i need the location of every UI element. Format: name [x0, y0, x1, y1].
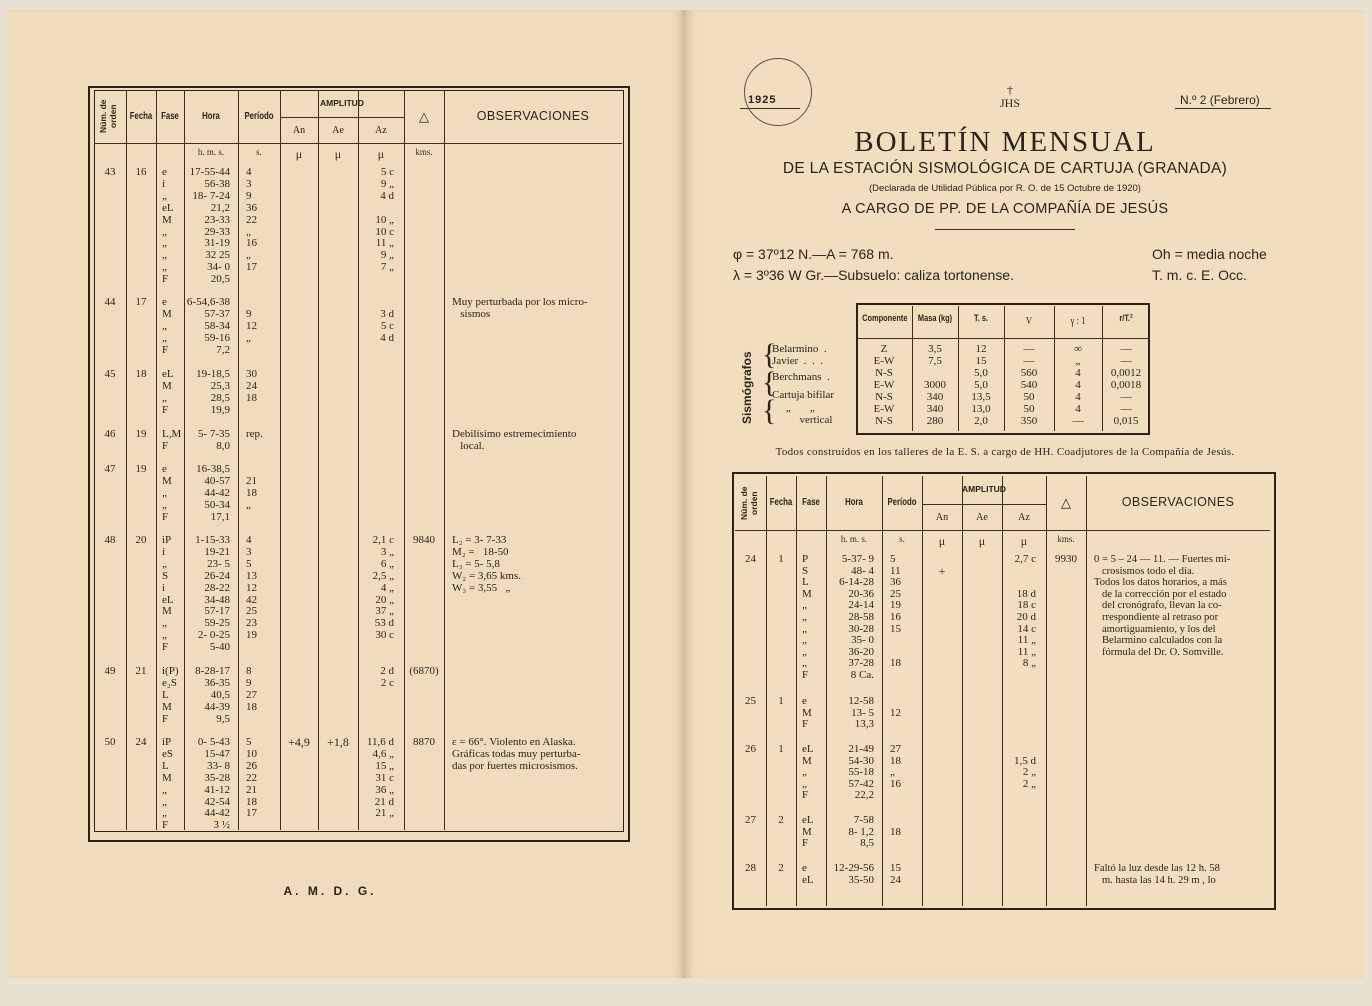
row-phase: e M F	[802, 695, 812, 731]
charge-line: A CARGO DE PP. DE LA COMPAÑÍA DE JESÚS	[841, 201, 1169, 217]
row-period: 12	[890, 706, 901, 719]
instrument-header-t: T. s.	[973, 313, 988, 324]
unit-an: μ	[938, 534, 946, 548]
column-rule	[156, 90, 157, 830]
row-phase: i(P) e₂S L M F	[162, 665, 179, 725]
row-time: 16-38,5 40-57 44-42 50-34 17,1	[196, 463, 230, 523]
bulletin-subtitle: DE LA ESTACIÓN SISMOLÓGICA DE CARTUJA (GRANADA)	[782, 160, 1228, 177]
row-number: 28	[745, 862, 756, 874]
row-distance: 9840	[413, 534, 435, 546]
row-time: 17-55-44 56-38 18- 7-24 21,2 23-33 29-33 31-19 32 25 34- 0 20,5	[189, 166, 230, 286]
instrument-cell-r: 0,0018	[1110, 379, 1142, 391]
row-number: 44	[104, 296, 116, 308]
row-period: 21 18 „	[246, 474, 257, 511]
instrument-cell-t: 5,0	[974, 379, 988, 391]
row-date: 18	[135, 368, 147, 380]
column-rule	[766, 476, 767, 906]
row-phase: e i „ eL M „ „ „ „ F	[162, 166, 174, 286]
row-amplitude-z: 2,1 c 3 „ 6 „ 2,5 „ 4 „ 20 „ 37 „ 53 d 30 c	[372, 534, 394, 642]
instrument-cell-t: 13,0	[971, 403, 991, 415]
instrument-cell-r: —	[1120, 343, 1132, 355]
unit-az: μ	[377, 147, 385, 161]
row-phase: e M „ „ F	[162, 296, 172, 356]
row-phase: e M „ „ F	[162, 463, 172, 523]
row-period: 27 18 „ 16	[890, 743, 901, 790]
header-rule	[735, 530, 1270, 531]
row-time: 5- 7-35 8,0	[197, 428, 230, 452]
bulletin-title: BOLETÍN MENSUAL	[854, 126, 1156, 158]
column-header-ae: Ae	[332, 125, 344, 136]
issue-label: N.º 2 (Febrero)	[1180, 93, 1260, 107]
column-rule	[238, 90, 239, 830]
instrument-cell-r: 0,0012	[1110, 367, 1142, 379]
year-label: 1925	[748, 94, 777, 106]
seismographs-label: Sismógrafos	[740, 351, 754, 425]
jhs-text: JHS	[999, 96, 1020, 110]
row-phase: e eL	[802, 862, 814, 886]
row-phase: eL M F	[802, 814, 814, 850]
instrument-cell-comp: N-S	[875, 367, 893, 379]
row-time: 12-29-56 35-50	[833, 862, 874, 886]
row-amplitude-e: +1,8	[327, 735, 349, 749]
row-number: 24	[745, 553, 756, 565]
column-header-an: An	[935, 512, 949, 523]
row-time: 21-49 54-30 55-18 57-42 22,2	[848, 743, 874, 802]
row-time: 19-18,5 25,3 28,5 19,9	[196, 368, 230, 416]
row-observations: 0 = 5 – 24 — 11. — Fuertes mi- crosismos todo el día. Todos los datos horarios, a más de la corrección por el estado del cronógrafo, llevan la co- rrespondiente al retraso por amortiguamiento, y los del Belarmino calculados con la fórmula del Dr. O. Somville.	[1094, 554, 1231, 658]
row-date: 21	[135, 665, 147, 677]
row-time: 8-28-17 36-35 40,5 44-39 9,5	[195, 665, 230, 725]
row-amplitude-z: 11,6 d 4,6 „ 15 „ 31 c 36 „ 21 d 21 „	[366, 736, 394, 820]
jhs-monogram	[990, 84, 1030, 110]
instrument-cell-ratio: —	[1072, 415, 1084, 427]
row-time: 6-54,6-38 57-37 58-34 59-16 7,2	[186, 296, 230, 356]
instrument-header-r: r/T.²	[1119, 313, 1133, 324]
row-amplitude-z: 3 d 5 c 4 d	[380, 307, 394, 344]
row-observations: ε = 66°. Violento en Alaska. Gráficas todas muy perturba- das por fuertes microsismos.	[452, 736, 581, 772]
instrument-cell-t: 12	[975, 343, 987, 355]
time-zone: T. m. c. E. Occ.	[1152, 267, 1247, 283]
brace-glyph: {	[762, 338, 777, 371]
instrument-cell-v: 540	[1020, 379, 1038, 391]
instrument-cell-ratio: 4	[1075, 367, 1081, 379]
instrument-name: Javier . . .	[772, 355, 824, 367]
row-period: 30 24 18	[246, 368, 257, 404]
instrument-cell-v: 50	[1023, 391, 1035, 403]
instrument-header-masa: Masa (kg)	[917, 313, 953, 324]
instrument-cell-masa: 3,5	[928, 343, 942, 355]
instrument-cell-t: 15	[975, 355, 987, 367]
row-period: 18	[890, 825, 901, 838]
row-amplitude-n: +4,9	[288, 735, 310, 749]
row-date: 1	[778, 743, 784, 755]
row-date: 17	[135, 296, 147, 308]
row-date: 24	[135, 736, 147, 748]
row-date: 19	[135, 463, 147, 475]
amplitude-rule	[280, 117, 404, 118]
instrument-cell-t: 5,0	[974, 367, 988, 379]
instrument-header-comp: Componente	[862, 313, 908, 324]
instrument-cell-comp: E-W	[873, 379, 895, 391]
instrument-cell-masa: 340	[926, 403, 944, 415]
instrument-name: vertical	[772, 414, 833, 426]
instrument-cell-masa: 340	[926, 391, 944, 403]
row-date: 19	[135, 428, 147, 440]
instrument-cell-comp: Z	[880, 343, 888, 355]
row-number: 43	[104, 166, 116, 178]
row-period: 15 24	[890, 862, 901, 886]
issue-rule	[1175, 108, 1271, 109]
row-number: 49	[104, 665, 116, 677]
instrument-cell-r: —	[1120, 403, 1132, 415]
column-header-amplitude: AMPLITUD	[962, 484, 1006, 494]
row-amplitude-z: 1,5 d 2 „ 2 „	[1014, 754, 1036, 790]
column-header-periodo: Período	[887, 497, 917, 508]
column-header-hora: Hora	[202, 110, 220, 122]
instrument-cell-masa: 7,5	[928, 355, 942, 367]
column-header-fase: Fase	[161, 110, 179, 122]
year-rule	[740, 108, 800, 109]
row-date: 2	[778, 814, 784, 826]
instrument-cell-comp: E-W	[873, 403, 895, 415]
row-period: 5 11 36 25 19 16 15 18	[890, 553, 901, 670]
column-header-ae: Ae	[976, 512, 988, 523]
row-date: 16	[135, 166, 147, 178]
instrument-cell-comp: N-S	[875, 415, 893, 427]
row-phase: eL M „ F	[162, 368, 174, 416]
row-period: rep.	[246, 428, 263, 440]
row-period: 8 9 27 18	[246, 665, 257, 713]
column-rule	[126, 90, 127, 830]
row-time: 1-15-33 19-21 23- 5 26-24 28-22 34-48 57-17 59-25 2- 0-25 5-40	[195, 534, 230, 654]
row-number: 25	[745, 695, 756, 707]
column-header-number: Núm. de orden	[98, 99, 118, 134]
instrument-name: Berchmans .	[772, 371, 830, 383]
column-header-az: Az	[375, 125, 387, 136]
row-date: 1	[778, 553, 784, 565]
row-date: 20	[135, 534, 147, 546]
row-observations: L₂ = 3- 7-33 M₂ = 18-50 L₃ = 5- 5,8 W₂ = 3,65 kms. W₃ = 3,55 „	[452, 534, 522, 594]
column-header-observations: OBSERVACIONES	[1121, 495, 1235, 509]
unit-delta: kms.	[1057, 534, 1075, 544]
row-period: 4 3 5 13 12 42 25 23 19	[246, 534, 257, 642]
row-phase: iP eS L M „ „ „ F	[162, 736, 173, 832]
column-header-delta: △	[1061, 495, 1071, 510]
instrument-header-ratio: γ : 1	[1070, 315, 1086, 327]
column-header-delta: △	[419, 108, 429, 124]
row-time: 0- 5-43 15-47 33- 8 35-28 41-12 42-54 44-42 3 ½	[197, 736, 230, 832]
row-date: 2	[778, 862, 784, 874]
instrument-cell-ratio: ∞	[1074, 343, 1082, 355]
cross-glyph: †	[1007, 83, 1013, 97]
instrument-cell-ratio: „	[1075, 355, 1081, 367]
row-amplitude-n: +	[938, 563, 946, 578]
unit-periodo: s.	[256, 147, 262, 157]
instrument-header-v: V	[1025, 315, 1033, 327]
instruments-note: Todos construídos en los talleres de la E. S. a cargo de HH. Coadjutores de la Compañía de Jesús.	[775, 446, 1235, 458]
row-period: 5 10 26 22 21 18 17	[246, 736, 257, 820]
row-phase: P S L M „ „ „ „ „ „ F	[802, 553, 812, 681]
column-header-number: Núm. de orden	[739, 486, 759, 520]
instrument-cell-v: 350	[1020, 415, 1038, 427]
unit-ae: μ	[334, 147, 342, 161]
row-amplitude-z: 2,7 c 18 d 18 c 20 d 14 c 11 „ 11 „ 8 „	[1014, 553, 1036, 670]
declaration-line: (Declarada de Utilidad Pública por R. O. de 15 Octubre de 1920)	[869, 183, 1141, 194]
row-number: 46	[104, 428, 116, 440]
column-rule	[796, 476, 797, 906]
column-header-periodo: Período	[244, 110, 274, 122]
column-header-hora: Hora	[845, 497, 863, 508]
row-number: 45	[104, 368, 116, 380]
row-period: 9 12 „	[246, 307, 257, 344]
row-observations: Muy perturbada por los micro- sismos	[452, 296, 588, 320]
row-time: 7-58 8- 1,2 8,5	[848, 814, 874, 850]
row-phase: iP i „ S i eL M „ „ F	[162, 534, 174, 654]
column-rule	[280, 90, 281, 830]
coordinates-longitude: λ = 3º36 W Gr.—Subsuelo: caliza tortonense.	[733, 267, 1014, 283]
row-number: 48	[104, 534, 116, 546]
instrument-name: Cartuja bifilar	[772, 389, 835, 401]
unit-ae: μ	[978, 534, 986, 548]
column-header-az: Az	[1018, 512, 1030, 523]
row-phase: L,M F	[162, 428, 182, 452]
instrument-cell-masa: 3000	[924, 379, 946, 391]
unit-az: μ	[1020, 534, 1028, 548]
brace-glyph: {	[762, 394, 777, 427]
unit-delta: kms.	[415, 147, 433, 157]
amplitude-rule	[922, 504, 1046, 505]
row-amplitude-z: 2 d 2 c	[380, 665, 394, 689]
row-distance: 8870	[413, 736, 435, 748]
ink-circle-stamp	[744, 58, 812, 126]
column-header-amplitude: AMPLITUD	[320, 98, 364, 108]
unit-periodo: s.	[899, 534, 905, 544]
row-observations: Debilísimo estremecimiento local.	[452, 428, 577, 452]
column-header-an: An	[292, 125, 306, 136]
row-number: 50	[104, 736, 116, 748]
row-distance: (6870)	[409, 665, 439, 677]
coordinates-latitude: φ = 37º12 N.—A = 768 m.	[733, 246, 894, 262]
column-header-observations: OBSERVACIONES	[476, 108, 590, 123]
footer-amdg: A. M. D. G.	[283, 884, 377, 898]
instrument-cell-v: —	[1023, 355, 1035, 367]
instrument-name: Belarmino .	[772, 343, 827, 355]
column-rule	[404, 90, 405, 830]
instrument-header-rule	[856, 338, 1150, 339]
instrument-cell-comp: E-W	[873, 355, 895, 367]
row-amplitude-z: 5 c 9 „ 4 d 10 „ 10 c 11 „ 9 „ 7 „	[375, 166, 394, 274]
header-rule	[94, 143, 622, 144]
instrument-cell-r: —	[1120, 355, 1132, 367]
row-number: 27	[745, 814, 756, 826]
row-time: 5-37- 9 48- 4 6-14-28 20-36 24-14 28-58 30-28 35- 0 36-20 37-28 8 Ca.	[839, 553, 874, 681]
instrument-cell-ratio: 4	[1075, 379, 1081, 391]
row-observations: Faltó la luz desde las 12 h. 58 m. hasta las 14 h. 29 m , lo	[1094, 863, 1220, 886]
row-date: 1	[778, 695, 784, 707]
row-number: 26	[745, 743, 756, 755]
instrument-cell-ratio: 4	[1075, 391, 1081, 403]
instrument-cell-v: 560	[1020, 367, 1038, 379]
column-header-fase: Fase	[802, 497, 820, 508]
unit-hora: h. m. s.	[840, 534, 868, 544]
time-reference: Oh = media noche	[1152, 246, 1267, 262]
instrument-cell-ratio: 4	[1075, 403, 1081, 415]
instrument-cell-v: —	[1023, 343, 1035, 355]
row-period: 4 3 9 36 22 „ 16 „ 17	[246, 166, 257, 274]
row-distance: 9930	[1055, 553, 1077, 565]
title-rule	[935, 229, 1075, 230]
instrument-cell-t: 2,0	[974, 415, 988, 427]
instrument-cell-v: 50	[1023, 403, 1035, 415]
row-phase: eL M „ „ F	[802, 743, 814, 802]
row-time: 12-58 13- 5 13,3	[848, 695, 874, 731]
instrument-cell-t: 13,5	[971, 391, 991, 403]
unit-an: μ	[295, 147, 303, 161]
column-rule	[444, 90, 445, 830]
column-rule	[318, 90, 319, 830]
row-number: 47	[104, 463, 116, 475]
brace-glyph: {	[762, 366, 777, 399]
instrument-cell-r: 0,015	[1113, 415, 1139, 427]
instrument-cell-masa: 280	[926, 415, 944, 427]
unit-hora: h. m. s.	[197, 147, 225, 157]
instrument-name: „ „	[772, 402, 815, 414]
column-header-fecha: Fecha	[769, 497, 793, 508]
instrument-cell-comp: N-S	[875, 391, 893, 403]
instrument-cell-r: —	[1120, 391, 1132, 403]
column-header-fecha: Fecha	[129, 110, 153, 122]
column-rule	[1086, 476, 1087, 906]
